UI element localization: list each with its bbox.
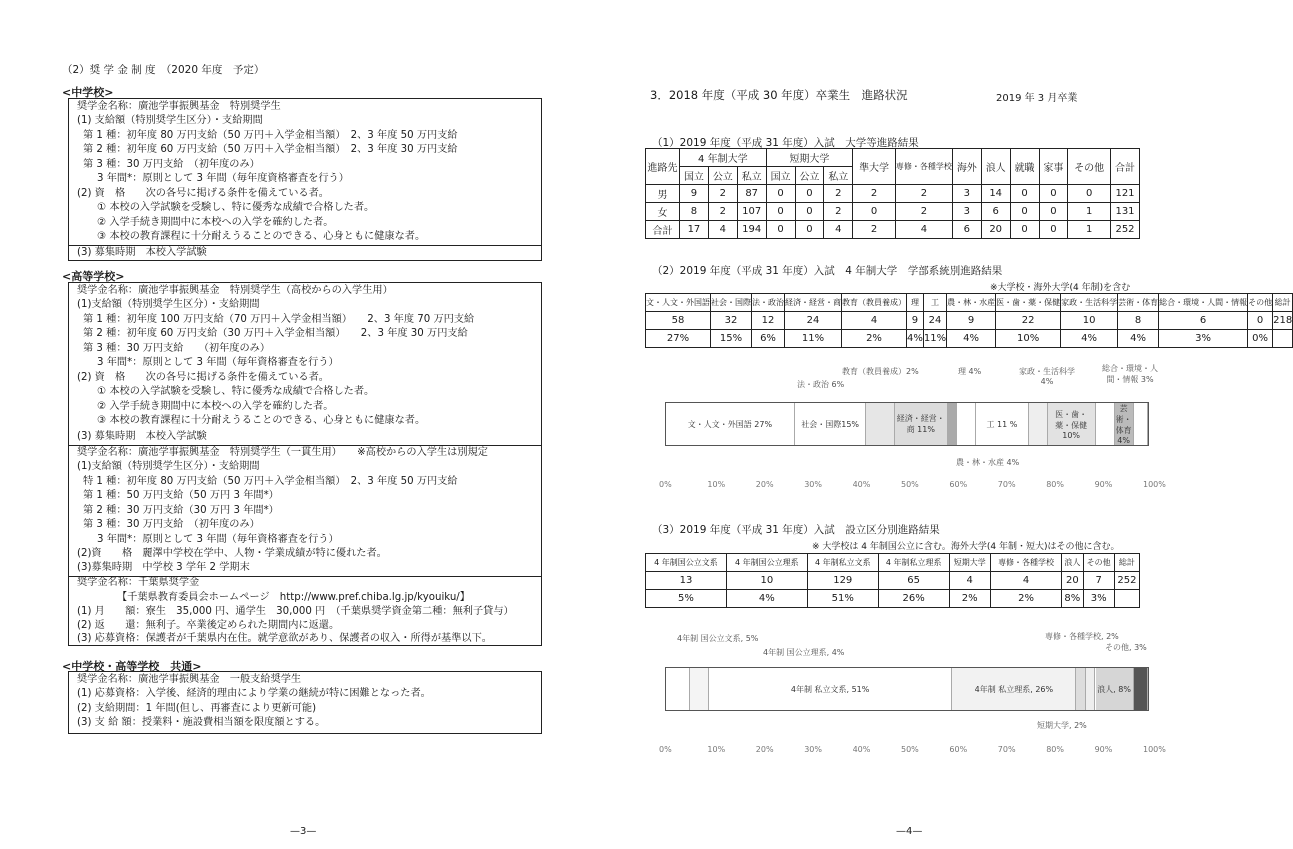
table2 [645,293,1293,348]
table2-count: 10 [1061,312,1118,330]
table2-percent: 11% [785,330,842,348]
chart2-stacked-bar [665,667,1149,711]
axis-tick-label: 0% [659,745,672,754]
chart1-callout: 家政・生活科学 4% [1019,367,1075,386]
table2-header: 総計 [1273,294,1293,312]
career-heading: 3．2018 年度（平成 30 年度）卒業生 進路状況 [650,88,908,102]
common-scholarship-box [68,671,542,734]
table2-count: 9 [907,312,924,330]
table2-count: 32 [711,312,752,330]
jhs-line: 第 3 種：30 万円支給 （初年度のみ） [83,159,260,170]
jhs-line: ① 本校の入学試験を受験し、特に優秀な成績で合格した者。 [97,202,375,213]
table1-subheader: 私立 [824,167,853,185]
table2-percent: 27% [646,330,711,348]
table1-title: （1）2019 年度（平成 31 年度）入試 大学等進路結果 [652,137,919,149]
table3-header: その他 [1083,554,1114,572]
common-line: (2) 支給期間：1 年間(但し、再審査により更新可能) [77,703,317,714]
chart1-segment: 芸術・体育 4% [1115,403,1134,445]
axis-tick-label: 70% [997,745,1016,754]
table1-cell: 0 [1010,203,1039,221]
table3-count: 13 [646,572,727,590]
table2-count: 22 [996,312,1061,330]
chart1-callout: 総合・環境・人間・情報 3% [1102,364,1158,384]
table2-percent [1273,330,1293,348]
table2-header: 医・歯・薬・保健 [996,294,1061,312]
chart2-segment [1134,668,1148,710]
hs1-line: (2) 資 格 次の各号に掲げる条件を備えている者。 [77,372,329,383]
hs2-line: (1)支給額（特別奨学生区分）・支給期間 [77,461,260,472]
table1-row [646,185,1140,203]
axis-tick-label: 70% [997,480,1016,489]
table2-percent: 11% [923,330,946,348]
common-line: (3) 支 給 額：授業料・施設費相当額を限度額とする。 [77,717,326,728]
table2-percent: 6% [752,330,785,348]
table1-subheader: 私立 [737,167,766,185]
chart1-segment: 経済・経営・商 11% [895,403,947,445]
table2-percent: 2% [842,330,907,348]
table3-header: 4 年制私立文系 [807,554,878,572]
chart1-stacked-bar [665,402,1149,446]
table1-cell: 6 [981,203,1010,221]
chart2-segment [1076,668,1086,710]
table1-row-label: 女 [646,203,680,221]
jhs-line: 第 1 種：初年度 80 万円支給（50 万円＋入学金相当額） 2、3 年度 50 万円支給 [83,130,458,141]
hs1-line: ② 入学手続き期間中に本校への入学を確約した者。 [97,401,334,412]
chart1-segment: 社会・国際15% [795,403,867,445]
chart2-callout: 短期大学, 2% [1037,721,1087,730]
page-number-right: —4— [896,826,923,837]
faculty-chart [645,360,1175,500]
hs2-line: 第 3 種：30 万円支給 （初年度のみ） [83,519,260,530]
table1-cell: 0 [1068,185,1111,203]
jhs-line: (2) 資 格 次の各号に掲げる条件を備えている者。 [77,188,329,199]
chart2-callout: 専修・各種学校, 2% [1045,632,1119,641]
table2-header: 家政・生活科学 [1061,294,1118,312]
chart1-segment: 文・人文・外国語 27% [666,403,795,445]
table2-header: 理 [907,294,924,312]
table3-count: 7 [1083,572,1114,590]
table1 [645,148,1140,239]
axis-tick-label: 20% [755,745,774,754]
axis-tick-label: 100% [1143,480,1166,489]
hs2-line: 第 1 種：50 万円支給（50 万円 3 年間*） [83,490,279,501]
table3-header: 4 年制国公立文系 [646,554,727,572]
table3-count: 252 [1114,572,1139,590]
table1-cell: 0 [1039,203,1068,221]
career-heading-note: 2019 年 3 月卒業 [996,93,1078,104]
axis-tick-label: 90% [1094,480,1113,489]
hs2-line: (3)募集時期 中学校 3 学年 2 学期末 [77,562,250,573]
table1-cell: 4 [708,221,737,239]
table2-count: 4 [842,312,907,330]
table3-percent: 2% [949,590,990,608]
table1-subheader: 国立 [680,167,709,185]
table1-subheader: 公立 [795,167,824,185]
table1-cell: 2 [853,185,896,203]
axis-tick-label: 60% [949,480,968,489]
table1-row-label: 男 [646,185,680,203]
table1-cell: 0 [1010,221,1039,239]
axis-tick-label: 80% [1046,745,1064,754]
chart2-segment [1086,668,1096,710]
table1-cell: 0 [795,221,824,239]
table1-cell: 2 [708,185,737,203]
table2-count: 0 [1248,312,1273,330]
table2-percent: 0% [1248,330,1273,348]
table1-cell: 0 [853,203,896,221]
chart2-segment: 浪人, 8% [1096,668,1134,710]
jhs-line: 奨学金名称：廣池学事振興基金 特別奨学生 [77,101,281,112]
table1-cell: 0 [795,203,824,221]
table2-count: 12 [752,312,785,330]
table1-cell: 3 [952,203,981,221]
table1-cell: 121 [1111,185,1140,203]
table1-header: 専修・各種学校 [895,149,952,185]
axis-tick-label: 10% [707,480,726,489]
jhs-line: ③ 本校の教育課程に十分耐えうることのできる、心身ともに健康な者。 [97,231,426,242]
table3-count: 4 [949,572,990,590]
table2-count: 8 [1118,312,1159,330]
chart2-callout: 4年制 国公立理系, 4% [763,648,845,657]
jhs-line: (3) 募集時期 本校入学試験 [77,247,207,258]
hs1-line: (3) 募集時期 本校入学試験 [77,431,207,442]
table1-row [646,203,1140,221]
table1-cell: 131 [1111,203,1140,221]
chart1-callout: 教育（教員養成）2% [842,367,919,376]
axis-tick-label: 40% [852,745,871,754]
axis-tick-label: 80% [1046,480,1064,489]
table2-header: 教育（教員養成） [842,294,907,312]
hs1-line: ③ 本校の教育課程に十分耐えうることのできる、心身ともに健康な者。 [97,415,426,426]
table1-header: その他 [1068,149,1111,185]
table2-count: 58 [646,312,711,330]
chart1-segment: 工 11 % [976,403,1028,445]
table2-percent: 4% [1061,330,1118,348]
table1-junior-header: 短期大学 [766,149,853,167]
chart2-callout: その他, 3% [1105,643,1147,652]
hs-title: <高等学校> [62,270,125,283]
chart1-segment [1134,403,1148,445]
table2-percent: 10% [996,330,1061,348]
table3-percent: 51% [807,590,878,608]
table3-count: 65 [878,572,949,590]
table1-cell: 2 [895,203,952,221]
table3-percent: 8% [1062,590,1083,608]
hs2-line: (2)資 格 麗澤中学校在学中、人物・学業成績が特に優れた者。 [77,548,387,559]
table2-percent: 4% [907,330,924,348]
axis-tick-label: 30% [804,745,822,754]
axis-tick-label: 100% [1143,745,1166,754]
scholarship-heading: （2）奨 学 金 制 度 （2020 年度 予定） [62,64,265,76]
table1-row-label: 合計 [646,221,680,239]
table1-cell: 2 [824,203,853,221]
table1-cell: 2 [853,221,896,239]
table1-cell: 2 [708,203,737,221]
table1-cell: 1 [1068,221,1111,239]
table1-cell: 4 [895,221,952,239]
chart1-segment [866,403,895,445]
axis-tick-label: 50% [901,480,919,489]
table3-percent: 26% [878,590,949,608]
table1-corner: 進路先 [646,149,680,185]
table2-header: その他 [1248,294,1273,312]
chart1-callout: 法・政治 6% [797,380,845,389]
table1-cell: 0 [1039,221,1068,239]
table2-header: 法・政治 [752,294,785,312]
chart2-segment [666,668,690,710]
table1-cell: 194 [737,221,766,239]
hs2-line: 第 2 種：30 万円支給（30 万円 3 年間*） [83,505,279,516]
chart1-segment [1029,403,1048,445]
table1-cell: 20 [981,221,1010,239]
table2-header: 工 [923,294,946,312]
table2-header: 社会・国際 [711,294,752,312]
table1-cell: 0 [1010,185,1039,203]
table2-header: 総合・環境・人間・情報 [1159,294,1248,312]
jhs-line: (1) 支給額（特別奨学生区分）・支給期間 [77,115,263,126]
table3-count: 10 [726,572,807,590]
chart2-callout: 4年制 国公立文系, 5% [677,634,759,643]
table1-cell: 2 [824,185,853,203]
table3-header: 4 年制国公立理系 [726,554,807,572]
category-chart [645,625,1175,765]
hs-scholarship-box [68,282,542,646]
chart2-segment: 4年制 私立理系, 26% [952,668,1076,710]
table1-cell: 0 [766,203,795,221]
chart1-segment [957,403,976,445]
table3-header: 浪人 [1062,554,1083,572]
table1-cell: 6 [952,221,981,239]
table1-cell: 1 [1068,203,1111,221]
page-number-left: —3— [290,826,317,837]
table3-percent: 2% [990,590,1061,608]
table1-header: 合計 [1111,149,1140,185]
table1-subheader: 公立 [708,167,737,185]
hs2-line: 特 1 種：初年度 80 万円支給（50 万円＋入学金相当額） 2、3 年度 50 万円支給 [83,476,458,487]
table2-count: 218 [1273,312,1293,330]
table2-percent: 15% [711,330,752,348]
hs1-line: (1)支給額（特別奨学生区分）・支給期間 [77,299,260,310]
hs1-line: 第 3 種：30 万円支給 （初年度のみ） [83,343,271,354]
hs3-line: 【千葉県教育委員会ホームページ http://www.pref.chiba.lg.jp/kyouiku/】 [117,592,470,603]
chart1-callout: 農・林・水産 4% [956,458,1020,467]
hs3-line: (2) 返 還：無利子。卒業後定められた期間内に返還。 [77,620,340,631]
axis-tick-label: 20% [755,480,774,489]
table3-title: （3）2019 年度（平成 31 年度）入試 設立区分別進路結果 [652,524,940,536]
table1-cell: 0 [795,185,824,203]
table2-header: 芸術・体育 [1118,294,1159,312]
table1-header: 家事 [1039,149,1068,185]
axis-tick-label: 0% [659,480,672,489]
hs3-line: 奨学金名称：千葉県奨学金 [77,577,200,588]
axis-tick-label: 30% [804,480,822,489]
table1-cell: 9 [680,185,709,203]
table2-count: 24 [923,312,946,330]
table3-count: 4 [990,572,1061,590]
table2-percent: 4% [1118,330,1159,348]
table3-note: ※ 大学校は 4 年制国公立に含む。海外大学(4 年制・短大)はその他に含む。 [812,542,1120,552]
table3-header: 専修・各種学校 [990,554,1061,572]
chart1-segment [948,403,958,445]
hs2-line: 3 年間*：原則として 3 年間（毎年資格審査を行う） [97,534,339,545]
table2-note: ※大学校・海外大学(4 年制)を含む [990,283,1131,293]
hs2-line: 奨学金名称：廣池学事振興基金 特別奨学生（一貫生用） ※高校からの入学生は別規定 [77,447,488,458]
axis-tick-label: 40% [852,480,871,489]
table1-cell: 2 [895,185,952,203]
hs3-line: (3) 応募資格：保護者が千葉県内在住。就学意欲があり、保護者の収入・所得が基準以下。 [77,633,492,644]
chart1-callout: 理 4% [958,367,982,376]
common-line: 奨学金名称：廣池学事振興基金 一般支給奨学生 [77,674,302,685]
common-line: (1) 応募資格：入学後、経済的理由により学業の継続が特に困難となった者。 [77,688,431,699]
table1-header: 準大学 [853,149,896,185]
table1-header: 浪人 [981,149,1010,185]
table1-cell: 8 [680,203,709,221]
table3-percent: 4% [726,590,807,608]
chart2-segment: 4年制 私立文系, 51% [709,668,952,710]
table3 [645,553,1140,608]
table1-univ4-header: 4 年制大学 [680,149,767,167]
common-title: <中学校・高等学校 共通> [62,660,202,673]
table2-title: （2）2019 年度（平成 31 年度）入試 4 年制大学 学部系統別進路結果 [652,265,1003,277]
table1-cell: 0 [766,185,795,203]
table3-count: 129 [807,572,878,590]
axis-tick-label: 10% [707,745,726,754]
table2-count: 9 [947,312,996,330]
jhs-title: <中学校> [62,86,114,99]
table2-percent: 3% [1159,330,1248,348]
table1-cell: 252 [1111,221,1140,239]
axis-tick-label: 50% [901,745,919,754]
table3-header: 4 年制私立理系 [878,554,949,572]
jhs-line: 第 2 種：初年度 60 万円支給（50 万円＋入学金相当額） 2、3 年度 30 万円支給 [83,144,458,155]
table3-percent [1114,590,1139,608]
jhs-scholarship-box [68,98,542,261]
table1-cell: 0 [766,221,795,239]
table3-header: 短期大学 [949,554,990,572]
table1-cell: 3 [952,185,981,203]
hs1-line: 3 年間*：原則として 3 年間（毎年資格審査を行う） [97,357,339,368]
hs1-line: ① 本校の入学試験を受験し、特に優秀な成績で合格した者。 [97,386,375,397]
table2-header: 経済・経営・商 [785,294,842,312]
table3-percent: 5% [646,590,727,608]
table1-header: 海外 [952,149,981,185]
table1-cell: 87 [737,185,766,203]
table1-cell: 107 [737,203,766,221]
hs1-line: 第 2 種：初年度 60 万円支給（30 万円＋入学金相当額） 2、3 年度 30 万円支給 [83,328,468,339]
table2-percent: 4% [947,330,996,348]
table2-count: 24 [785,312,842,330]
table3-count: 20 [1062,572,1083,590]
table2-count: 6 [1159,312,1248,330]
table1-cell: 0 [1039,185,1068,203]
hs1-line: 奨学金名称：廣池学事振興基金 特別奨学生（高校からの入学生用） [77,285,393,296]
table1-row [646,221,1140,239]
hs3-line: (1) 月 額：寮生 35,000 円、通学生 30,000 円 （千葉県奨学資金第二種：無利子貸与） [77,606,514,617]
chart1-segment [1096,403,1115,445]
jhs-line: ② 入学手続き期間中に本校への入学を確約した者。 [97,217,334,228]
jhs-line: 3 年間*：原則として 3 年間（毎年度資格審査を行う） [97,173,349,184]
table1-header: 就職 [1010,149,1039,185]
table3-percent: 3% [1083,590,1114,608]
table2-header: 農・林・水産 [947,294,996,312]
table1-cell: 14 [981,185,1010,203]
table1-subheader: 国立 [766,167,795,185]
axis-tick-label: 90% [1094,745,1113,754]
axis-tick-label: 60% [949,745,968,754]
chart1-segment: 医・歯・薬・保健 10% [1048,403,1096,445]
table2-header: 文・人文・外国語 [646,294,711,312]
hs1-line: 第 1 種：初年度 100 万円支給（70 万円＋入学金相当額） 2、3 年度 70 万円支給 [83,314,475,325]
table1-cell: 17 [680,221,709,239]
table3-header: 総計 [1114,554,1139,572]
chart2-segment [690,668,709,710]
table1-cell: 4 [824,221,853,239]
